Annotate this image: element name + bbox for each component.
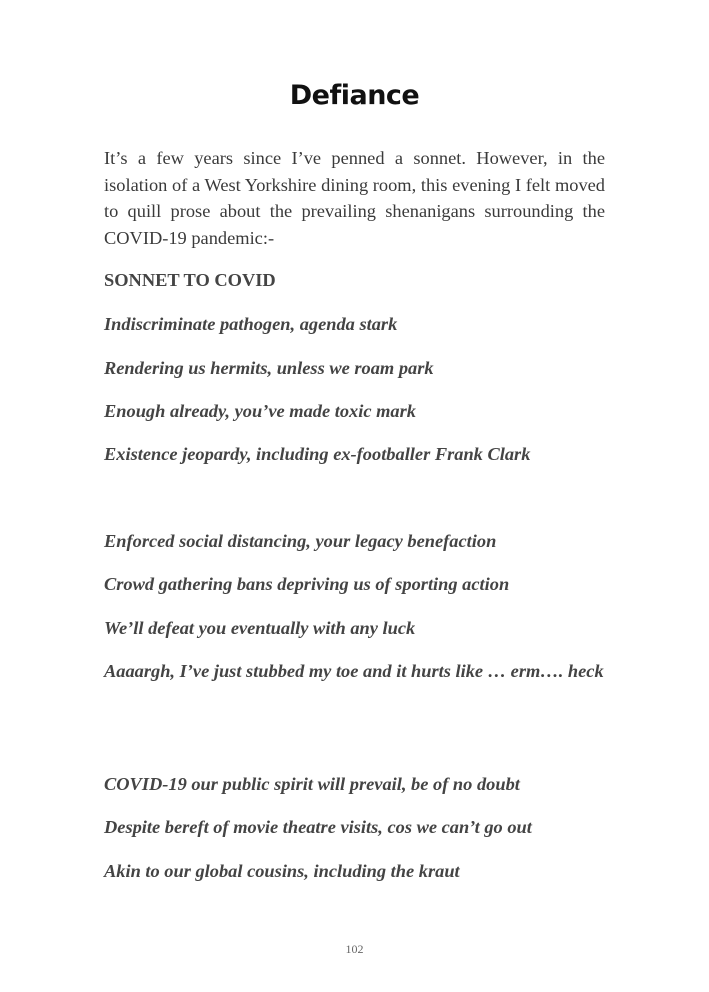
verse-line: Crowd gathering bans depriving us of sporting action [104,574,510,594]
verse-line: COVID-19 our public spirit will prevail, be of no doubt [104,774,520,794]
verse-line: Existence jeopardy, including ex-footballer Frank Clark [104,444,531,464]
verse-line: Akin to our global cousins, including the kraut [104,861,460,881]
verse-line: Aaaargh, I’ve just stubbed my toe and it hurts like … erm…. heck [104,661,604,681]
page-number: 102 [345,942,364,956]
sonnet-heading: SONNET TO COVID [104,270,276,290]
intro-paragraph: It’s a few years since I’ve penned a sonnet. However, in the isolation of a West Yorkshire dining room, this evening I felt moved to quill prose about the prevailing shenanigans surrounding the COVID-19 pandemic:- [104,148,605,248]
verse-line: Despite bereft of movie theatre visits, cos we can’t go out [104,817,532,837]
verse-line: Rendering us hermits, unless we roam park [104,358,434,378]
verse-line: Enough already, you’ve made toxic mark [104,401,416,421]
verse-line: Enforced social distancing, your legacy benefaction [104,531,497,551]
verse-line: We’ll defeat you eventually with any luck [104,618,416,638]
verse-line: Indiscriminate pathogen, agenda stark [104,314,398,334]
page-title: Defiance [289,80,420,111]
